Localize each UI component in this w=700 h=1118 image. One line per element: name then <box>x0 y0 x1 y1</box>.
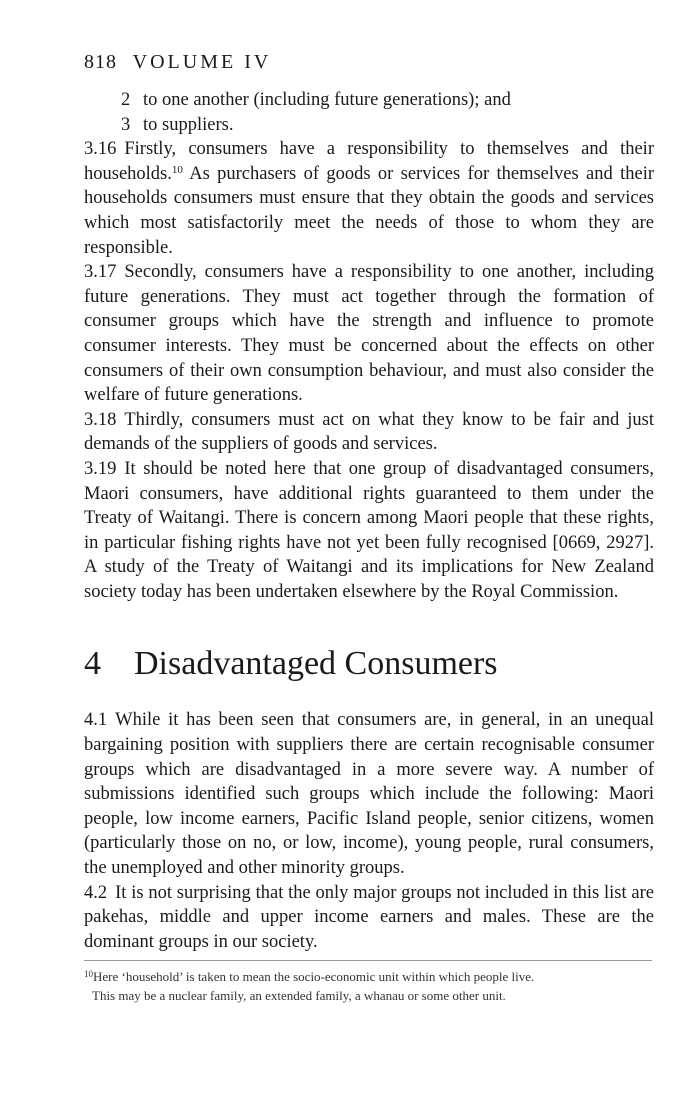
page-number: 818 <box>84 51 117 73</box>
paragraph-number: 3.16 <box>84 139 117 160</box>
footnote-divider <box>84 960 652 961</box>
footnote-line <box>84 967 654 986</box>
section-heading <box>84 644 654 684</box>
paragraph-text: Firstly, consumers have a responsibility to themselves and their households. <box>84 139 654 184</box>
paragraph-number: 4.2 <box>84 882 108 903</box>
paragraph-3-16 <box>84 137 654 260</box>
section-title: Disadvantaged Consumers <box>134 645 498 683</box>
paragraph-text: Secondly, consumers have a responsibility to one another, including future generations. They must act together through the formation of consumer groups which have the strength and influence to promote consumer interests. They must be concerned about the effects on other consumers of their own consumption behaviour, and must also consider the welfare of future generations. <box>84 262 654 406</box>
paragraph-3-17 <box>84 260 654 408</box>
list-item <box>84 113 654 138</box>
running-head <box>84 48 654 76</box>
volume-label: VOLUME IV <box>132 51 272 73</box>
paragraph-number: 3.19 <box>84 458 117 479</box>
footnote-reference[interactable]: 10 <box>171 163 183 176</box>
paragraph-text: While it has been seen that consumers are, in general, in an unequal bargaining position with suppliers there are certain recognisable consumer groups which are disadvantaged in a more severe way. A number of submissions identified such groups which include the following: Maori people, low income earners, Pacific Island people, senior citizens, women (particularly those on no, or low, income), young people, rural consumers, the unemployed and other minority groups. <box>84 710 654 879</box>
paragraph-text: It is not surprising that the only major groups not included in this list are pakehas, middle and upper income earners and males. These are the dominant groups in our society. <box>84 882 654 952</box>
body-text <box>84 88 654 954</box>
footnote-text: This may be a nuclear family, an extended family, a whanau or some other unit. <box>92 988 506 1004</box>
footnote <box>84 967 654 1005</box>
paragraph-4-1 <box>84 708 654 880</box>
paragraph-text: It should be noted here that one group of disadvantaged consumers, Maori consumers, have additional rights guaranteed to them under the Treaty of Waitangi. There is concern among Maori people that these rights, in particular fishing rights have not yet been fully recognised [0669, 2927]. A study of the Treaty of Waitangi and its implications for New Zealand society today has been undertaken elsewhere by the Royal Commission. <box>84 458 654 602</box>
paragraph-number: 4.1 <box>84 710 108 731</box>
paragraph-text: Thirdly, consumers must act on what they know to be fair and just demands of the suppliers of goods and services. <box>84 409 654 455</box>
footnote-line <box>84 986 654 1005</box>
list-item-text: to one another (including future generations); and <box>143 90 511 110</box>
section-number: 4 <box>84 645 101 683</box>
document-page <box>84 48 654 1005</box>
paragraph-3-19 <box>84 457 654 605</box>
paragraph-number: 3.18 <box>84 409 117 430</box>
footnote-marker: 10 <box>84 969 93 980</box>
paragraph-number: 3.17 <box>84 262 117 283</box>
list-item-number: 3 <box>121 114 131 135</box>
paragraph-3-18 <box>84 408 654 457</box>
list-item-number: 2 <box>121 90 131 110</box>
list-item-text: to suppliers. <box>143 114 234 135</box>
list-item <box>84 88 654 113</box>
paragraph-text-continued: As purchasers of goods or services for themselves and their households consumers must ensure that they obtain the goods and services which most satisfactorily meet the needs of those to whom they are responsible. <box>84 163 654 258</box>
paragraph-4-2 <box>84 881 654 955</box>
footnote-text: Here ‘household’ is taken to mean the socio-economic unit within which people live. <box>93 969 535 985</box>
